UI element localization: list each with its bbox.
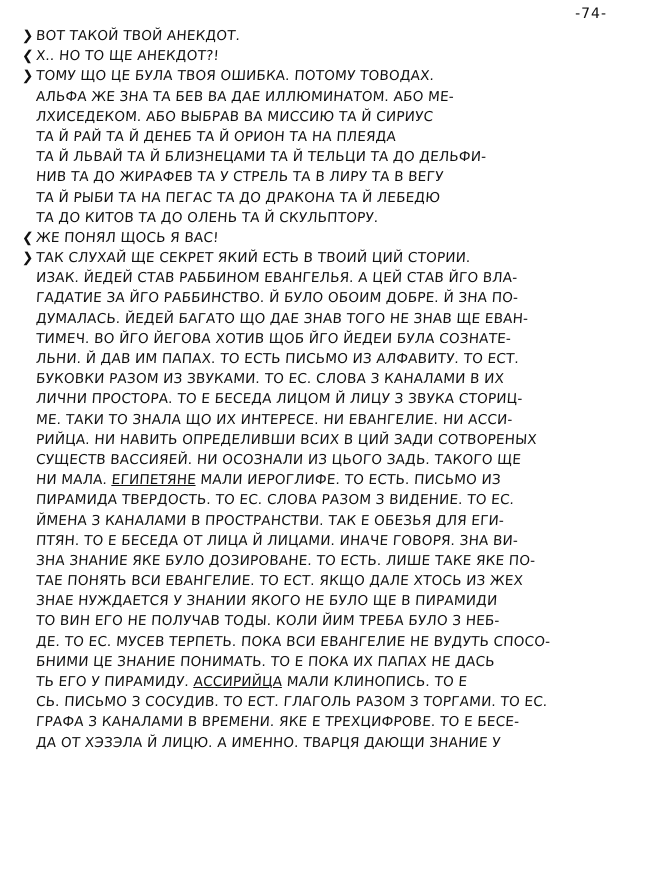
line-text: ТАЕ ПОНЯТЬ ВСИ ЕВАНГЕЛИЕ. ТО ЕСТ. ЯКЩО ДАЛЕ ХТОСЬ ИЗ ЖЕХ — [35, 573, 524, 590]
text-line — [21, 591, 621, 611]
line-text: Х.. НО ТО ЩЕ АНЕКДОТ?! — [35, 48, 220, 65]
text-line — [21, 632, 621, 652]
line-text: ЛИЧНИ ПРОСТОРА. ТО Е БЕСЕДА ЛИЦОМ Й ЛИЦУ З ЗВУКА СТОРИЦ- — [35, 391, 524, 408]
text-line — [21, 551, 621, 571]
text-line — [21, 127, 621, 147]
text-line — [21, 672, 621, 692]
line-text: ГАДАТИЕ ЗА ЙГО РАББИНСТВО. Й БУЛО ОБОИМ ДОБРЕ. Й ЗНА ПО- — [35, 290, 519, 307]
line-text: ЛЬНИ. Й ДАВ ИМ ПАПАХ. ТО ЕСТЬ ПИСЬМО ИЗ АЛФАВИТУ. ТО ЕСТ. — [35, 351, 520, 367]
line-text: ГРАФА З КАНАЛАМИ В ВРЕМЕНИ. ЯКЕ Е ТРЕХЦИФРОВЕ. ТО Е БЕСЕ- — [35, 714, 520, 731]
text-line — [21, 26, 621, 46]
text-line — [21, 208, 621, 228]
text-line — [21, 349, 621, 369]
text-line — [21, 268, 621, 288]
text-line — [21, 652, 621, 672]
line-text: СУЩЕСТВ ВАССИЯЕЙ. НИ ОСОЗНАЛИ ИЗ ЦЬОГО ЗАДЬ. ТАКОГО ЩЕ — [35, 451, 522, 468]
line-text: ЗНА ЗНАНИЕ ЯКЕ БУЛО ДОЗИРОВАНЕ. ТО ЕСТЬ. ЛИШЕ ТАКЕ ЯКЕ ПО- — [35, 552, 536, 569]
text-line — [21, 389, 621, 409]
line-text: БУКОВКИ РАЗОМ ИЗ ЗВУКАМИ. ТО ЕС. СЛОВА З КАНАЛАМИ В ИХ — [35, 371, 505, 388]
text-line — [21, 288, 621, 308]
line-text: ВОТ ТАКОЙ ТВОЙ АНЕКДОТ. — [35, 28, 241, 44]
dialogue-marker: ❮ — [21, 229, 35, 246]
underlined-word: АССИРИЙЦА — [193, 674, 283, 690]
line-text: СЬ. ПИСЬМО З СОСУДИВ. ТО ЕСТ. ГЛАГОЛЬ РАЗОМ З ТОРГАМИ. ТО ЕС. — [35, 694, 549, 711]
line-text: ТО ВИН ЕГО НЕ ПОЛУЧАВ ТОДЫ. КОЛИ ЙИМ ТРЕБА БУЛО З НЕБ- — [35, 613, 501, 630]
line-text: РИЙЦА. НИ НАВИТЬ ОПРЕДЕЛИВШИ ВСИХ В ЦИЙ ЗАДИ СОТВОРЕНЫХ — [35, 431, 538, 448]
line-text: АЛЬФА ЖЕ ЗНА ТА БЕВ ВА ДАЕ ИЛЛЮМИНАТОМ. АБО МЕ- — [35, 88, 455, 105]
line-text: ДЕ. ТО ЕС. МУСЕВ ТЕРПЕТЬ. ПОКА ВСИ ЕВАНГЕЛИЕ НЕ ВУДУТЬ СПОСО- — [35, 633, 551, 650]
text-line — [21, 188, 621, 208]
text-line — [21, 692, 621, 712]
line-text: НИВ ТА ДО ЖИРАФЕВ ТА У СТРЕЛЬ ТА В ЛИРУ ТА В ВЕГУ — [35, 169, 445, 186]
text-line — [21, 147, 621, 167]
page-number: -74- — [575, 6, 607, 22]
line-text: ПТЯН. ТО Е БЕСЕДА ОТ ЛИЦА Й ЛИЦАМИ. ИНАЧЕ ГОВОРЯ. ЗНА ВИ- — [35, 532, 519, 549]
line-text: ТЬ ЕГО У ПИРАМИДУ. АССИРИЙЦА МАЛИ КЛИНОПИСЬ. ТО Е — [35, 674, 468, 690]
text-line — [21, 531, 621, 551]
line-text: ТАК СЛУХАЙ ЩЕ СЕКРЕТ ЯКИЙ ЕСТЬ В ТВОИЙ ЦИЙ СТОРИИ. — [35, 250, 472, 267]
text-line — [21, 571, 621, 591]
text-line — [21, 248, 621, 268]
text-line — [21, 167, 621, 187]
text-line — [21, 733, 621, 753]
line-text: ЙМЕНА З КАНАЛАМИ В ПРОСТРАНСТВИ. ТАК Е ОБЕЗЬЯ ДЛЯ ЕГИ- — [35, 512, 505, 529]
line-text: МЕ. ТАКИ ТО ЗНАЛА ЩО ИХ ИНТЕРЕСЕ. НИ ЕВАНГЕЛИЕ. НИ АССИ- — [35, 411, 514, 428]
line-text: ИЗАК. ЙЕДЕЙ СТАВ РАББИНОМ ЕВАНГЕЛЬЯ. А ЦЕЙ СТАВ ЙГО ВЛА- — [35, 270, 518, 287]
handwritten-text-block — [22, 26, 621, 753]
text-line — [21, 309, 621, 329]
line-text: ПИРАМИДА ТВЕРДОСТЬ. ТО ЕС. СЛОВА РАЗОМ З ВИДЕНИЕ. ТО ЕС. — [35, 492, 515, 509]
text-line — [21, 329, 621, 349]
dialogue-marker: ❯ — [21, 250, 35, 267]
underlined-word: ЕГИПЕТЯНЕ — [111, 472, 197, 489]
dialogue-marker: ❯ — [21, 28, 35, 44]
text-line — [21, 66, 621, 86]
line-text: ЗНАЕ НУЖДАЕТСЯ У ЗНАНИИ ЯКОГО НЕ БУЛО ЩЕ В ПИРАМИДИ — [35, 593, 498, 610]
dialogue-marker: ❯ — [21, 68, 35, 85]
line-text: ДУМАЛАСЬ. ЙЕДЕЙ БАГАТО ЩО ДАЕ ЗНАВ ТОГО НЕ ЗНАВ ЩЕ ЕВАН- — [35, 310, 529, 327]
text-line — [21, 470, 621, 490]
text-line — [21, 450, 621, 470]
text-line — [21, 410, 621, 430]
text-line — [21, 490, 621, 510]
line-text: ТА Й РАЙ ТА Й ДЕНЕБ ТА Й ОРИОН ТА НА ПЛЕЯДА — [35, 128, 397, 145]
text-line — [21, 430, 621, 450]
line-text: ТОМУ ЩО ЦЕ БУЛА ТВОЯ ОШИБКА. ПОТОМУ ТОВОДАХ. — [35, 68, 435, 85]
line-text: ТА ДО КИТОВ ТА ДО ОЛЕНЬ ТА Й СКУЛЬПТОРУ. — [35, 209, 379, 226]
text-line — [21, 369, 621, 389]
line-text: БНИМИ ЦЕ ЗНАНИЕ ПОНИМАТЬ. ТО Е ПОКА ИХ ПАПАХ НЕ ДАСЬ — [35, 653, 496, 670]
line-text: ЖЕ ПОНЯЛ ЩОСЬ Я ВАС! — [35, 229, 220, 246]
line-text: ЛХИСЕДЕКОМ. АБО ВЫБРАВ ВА МИССИЮ ТА Й СИРИУС — [35, 108, 434, 125]
text-line — [21, 107, 621, 127]
line-text: ДА ОТ ХЭЗЭЛА Й ЛИЦЮ. А ИМЕННО. ТВАРЦЯ ДАЮЩИ ЗНАНИЕ У — [35, 734, 502, 751]
line-text: ТИМЕЧ. ВО ЙГО ЙЕГОВА ХОТИВ ЩОБ ЙГО ЙЕДЕИ БУЛА СОЗНАТЕ- — [35, 330, 512, 347]
line-text: ТА Й ЛЬВАЙ ТА Й БЛИЗНЕЦАМИ ТА Й ТЕЛЬЦИ ТА ДО ДЕЛЬФИ- — [35, 149, 487, 166]
text-line — [21, 46, 621, 66]
text-line — [21, 228, 621, 248]
line-text: НИ МАЛА. ЕГИПЕТЯНЕ МАЛИ ИЕРОГЛИФЕ. ТО ЕСТЬ. ПИСЬМО ИЗ — [35, 472, 502, 489]
dialogue-marker: ❮ — [21, 48, 35, 65]
text-line — [21, 611, 621, 631]
line-text: ТА Й РЫБИ ТА НА ПЕГАС ТА ДО ДРАКОНА ТА Й ЛЕБЕДЮ — [35, 189, 441, 206]
text-line — [21, 712, 621, 732]
text-line — [21, 87, 621, 107]
text-line — [21, 511, 621, 531]
